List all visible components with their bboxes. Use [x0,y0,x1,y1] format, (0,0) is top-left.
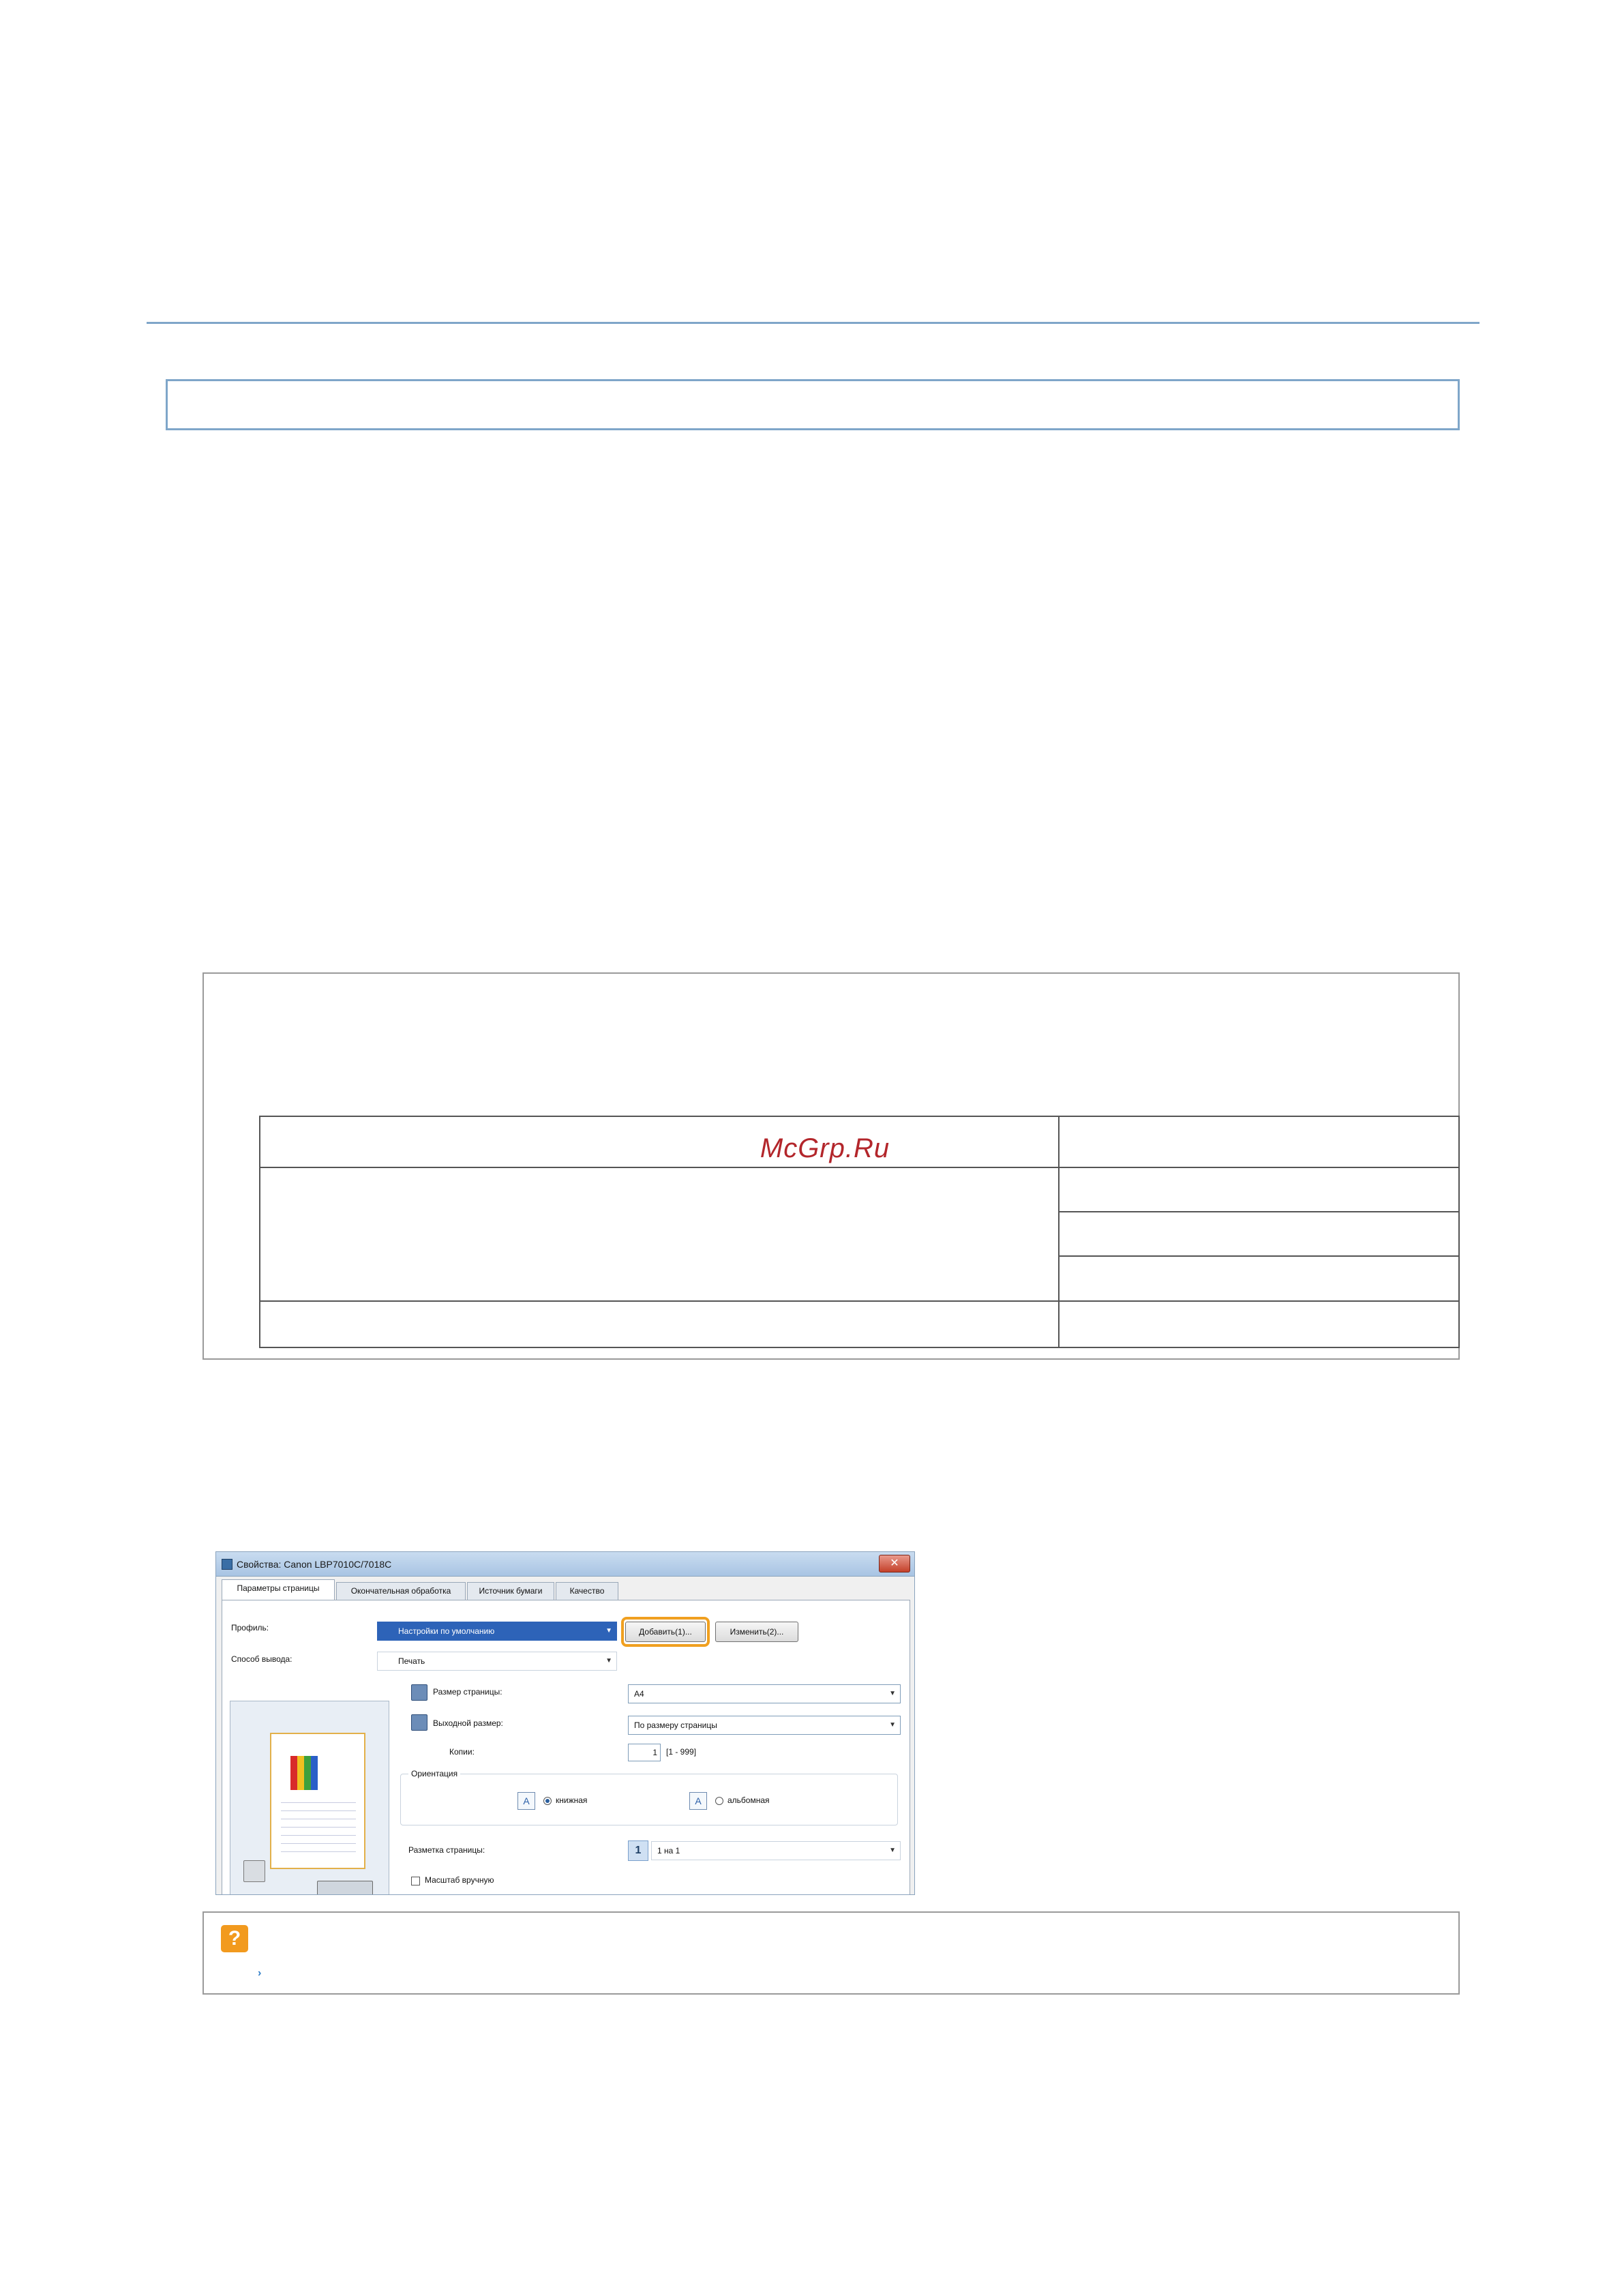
table-header-cell-right [1058,1116,1460,1167]
tab-finishing[interactable]: Окончательная обработка [336,1582,466,1600]
table-row-cell [1058,1300,1460,1348]
link-bullet-icon[interactable]: › [258,1967,262,1979]
profile-select[interactable] [377,1622,617,1641]
color-sample-icon [290,1756,318,1790]
preview-page-icon [270,1733,365,1869]
output-method-label: Способ вывода: [231,1654,292,1664]
section-title-box [166,379,1460,430]
page-size-icon [411,1684,427,1701]
output-size-value: По размеру страницы [634,1720,717,1730]
output-size-icon [411,1714,427,1731]
close-button[interactable]: ✕ [879,1555,910,1572]
portrait-icon: A [517,1792,535,1810]
dialog-titlebar [216,1552,915,1577]
orientation-group [400,1774,898,1825]
portrait-label: книжная [556,1795,588,1805]
table-row-merged-cell [259,1167,1058,1300]
landscape-icon: A [689,1792,707,1810]
dialog-title: Свойства: Canon LBP7010C/7018C [237,1559,392,1570]
add-profile-button[interactable]: Добавить(1)... [625,1622,706,1642]
copies-stepper[interactable]: 1 [628,1744,661,1761]
page-size-label: Размер страницы: [433,1687,502,1697]
table-header-cell-left [259,1116,1058,1167]
output-method-select[interactable] [377,1652,617,1671]
printer-icon [243,1860,265,1882]
page-layout-value: 1 на 1 [657,1846,680,1855]
profile-value: Настройки по умолчанию [398,1626,495,1636]
copies-label: Копии: [449,1747,475,1757]
page-layout-label: Разметка страницы: [408,1845,485,1855]
landscape-label: альбомная [727,1795,770,1805]
question-icon: ? [221,1925,248,1952]
page-layout-select[interactable] [651,1841,901,1860]
printer-icon [222,1559,232,1570]
chevron-down-icon: ▼ [889,1847,896,1854]
table-row-cell [259,1300,1058,1348]
chevron-down-icon: ▼ [605,1627,612,1635]
profile-label: Профиль: [231,1623,269,1632]
watermark-text: McGrp.Ru [760,1133,890,1163]
manual-scale-checkbox[interactable] [411,1877,420,1885]
tab-quality[interactable]: Качество [556,1582,618,1600]
edit-profile-button[interactable]: Изменить(2)... [715,1622,798,1642]
tab-page-setup[interactable]: Параметры страницы [222,1579,335,1600]
output-size-label: Выходной размер: [433,1718,503,1728]
chevron-down-icon: ▼ [889,1721,896,1729]
output-size-select[interactable] [628,1716,901,1735]
table-row-cell [1058,1211,1460,1255]
orientation-label: Ориентация [408,1769,460,1778]
nup-badge-icon: 1 [628,1840,648,1861]
chevron-down-icon: ▼ [605,1657,612,1665]
landscape-radio[interactable] [715,1797,723,1805]
manual-scale-label: Масштаб вручную [425,1875,494,1885]
tab-paper-source[interactable]: Источник бумаги [467,1582,554,1600]
portrait-radio[interactable] [543,1797,552,1805]
help-frame [202,1911,1460,1995]
table-row-cell [1058,1255,1460,1300]
page-size-value: A4 [634,1689,644,1699]
copies-range: [1 - 999] [666,1747,697,1757]
table-row-cell [1058,1167,1460,1211]
output-method-value: Печать [398,1656,425,1666]
printer-properties-dialog [215,1551,915,1895]
chevron-down-icon: ▼ [889,1690,896,1697]
page-size-select[interactable] [628,1684,901,1703]
view-toggle-icon[interactable] [317,1881,373,1895]
header-rule [147,322,1480,324]
